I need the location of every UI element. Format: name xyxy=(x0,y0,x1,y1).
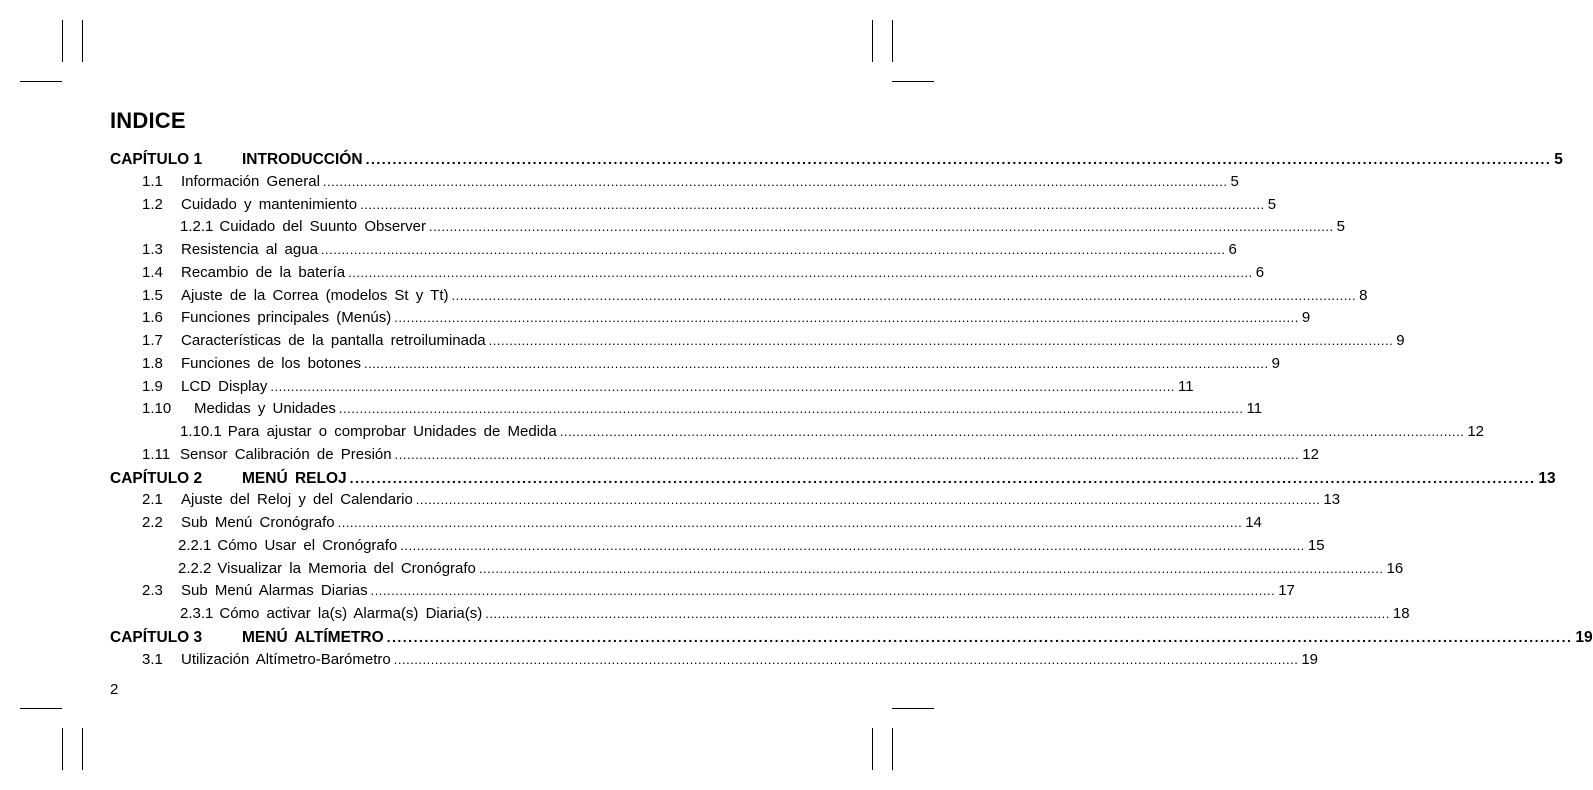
toc-dot-leader: ............................................................................................................................................................................................................................ xyxy=(320,242,1226,257)
page-title: INDICE xyxy=(110,108,186,133)
toc-entry-label: Sub Menú Alarmas Diarias xyxy=(181,582,368,600)
toc-entry[interactable] xyxy=(142,377,1194,397)
toc-entry-number: 1.8 xyxy=(142,354,163,372)
toc-dot-leader: ............................................................................................................................................................................................................................ xyxy=(393,651,1299,667)
toc-entry-label: Medidas y Unidades xyxy=(194,400,336,418)
toc-entry-label: Cómo activar la(s) Alarma(s) Diaria(s) xyxy=(219,605,483,622)
toc-dot-leader: ............................................................................................................................................................................................................................ xyxy=(451,287,1357,303)
toc-page-number: 14 xyxy=(1245,514,1262,531)
toc-entry[interactable] xyxy=(142,354,1280,374)
toc-entry-number: 2.2.2 xyxy=(178,559,212,577)
toc-entry[interactable] xyxy=(142,286,1368,306)
toc-dot-leader: ............................................................................................................................................................................................................................ xyxy=(360,196,1265,212)
crop-mark xyxy=(892,81,934,82)
toc-dot-leader: ............................................................................................................................................................................................................................ xyxy=(488,333,1394,348)
toc-entry-label: Características de la pantalla retroiluminada xyxy=(181,332,486,349)
toc-page-number: 13 xyxy=(1323,491,1341,509)
toc-entry-label: LCD Display xyxy=(181,377,268,395)
toc-entry[interactable] xyxy=(142,513,1262,533)
toc-entry-label: Funciones principales (Menús) xyxy=(181,309,392,327)
toc-dot-leader: ............................................................................................................................................................................................................................ xyxy=(349,469,1536,486)
toc-entry-number: 1.10.1 xyxy=(180,423,222,440)
toc-page-number: 17 xyxy=(1278,582,1295,600)
crop-mark xyxy=(82,728,83,770)
toc-dot-leader: ............................................................................................................................................................................................................................ xyxy=(348,264,1253,280)
toc-entry-label: Cuidado del Suunto Observer xyxy=(219,218,426,236)
toc-entry-number: CAPÍTULO 2 xyxy=(110,469,203,487)
toc-page-number: 11 xyxy=(1246,400,1263,418)
toc-page-number: 15 xyxy=(1307,536,1325,554)
toc-entry[interactable] xyxy=(180,422,1485,442)
toc-entry-label: Recambio de la batería xyxy=(181,263,346,281)
toc-entry[interactable] xyxy=(142,490,1341,510)
toc-entry-number: CAPÍTULO 1 xyxy=(110,151,203,168)
toc-dot-leader: ............................................................................................................................................................................................................................ xyxy=(394,310,1299,326)
toc-entry-number: 3.1 xyxy=(142,650,163,668)
toc-chapter-entry[interactable] xyxy=(110,627,1593,647)
toc-entry-number: 1.9 xyxy=(142,377,163,395)
toc-entry-label: MENÚ RELOJ xyxy=(242,469,347,487)
toc-entry-label: Información General xyxy=(181,172,320,190)
toc-page-number: 5 xyxy=(1336,218,1345,236)
toc-entry-label: Ajuste de la Correa (modelos St y Tt) xyxy=(181,286,449,304)
crop-mark xyxy=(892,20,893,62)
page-number: 2 xyxy=(110,681,119,698)
toc-entry-number: 1.2 xyxy=(142,195,163,213)
toc-dot-leader: ............................................................................................................................................................................................................................ xyxy=(429,219,1334,235)
toc-page-number: 19 xyxy=(1301,650,1319,668)
crop-mark xyxy=(892,708,934,709)
toc-dot-leader: ............................................................................................................................................................................................................................ xyxy=(559,424,1465,439)
toc-entry-label: Para ajustar o comprobar Unidades de Medida xyxy=(227,423,557,440)
toc-dot-leader: ............................................................................................................................................................................................................................ xyxy=(270,378,1175,394)
toc-entry-label: Ajuste del Reloj y del Calendario xyxy=(181,491,413,509)
toc-dot-leader: ............................................................................................................................................................................................................................ xyxy=(338,401,1244,417)
toc-dot-leader: ............................................................................................................................................................................................................................ xyxy=(485,606,1390,621)
toc-dot-leader: ............................................................................................................................................................................................................................ xyxy=(365,151,1552,167)
toc-entry-label: Cuidado y mantenimiento xyxy=(181,195,358,213)
toc-entry-label: Sub Menú Cronógrafo xyxy=(181,514,335,531)
toc-entry-number: 2.3.1 xyxy=(180,605,214,622)
toc-page-number: 5 xyxy=(1230,172,1239,190)
toc-entry[interactable] xyxy=(142,331,1405,351)
crop-mark xyxy=(892,728,893,770)
toc-page-number: 16 xyxy=(1386,559,1404,577)
toc-entry[interactable] xyxy=(142,581,1295,601)
toc-entry-number: 2.2 xyxy=(142,514,163,531)
toc-dot-leader: ............................................................................................................................................................................................................................ xyxy=(400,537,1305,553)
toc-page-number: 9 xyxy=(1271,354,1280,372)
toc-page-number: 11 xyxy=(1177,377,1194,395)
crop-mark xyxy=(20,708,62,709)
toc-page-number: 5 xyxy=(1267,195,1277,213)
crop-mark xyxy=(20,81,62,82)
crop-mark xyxy=(82,20,83,62)
toc-entry[interactable] xyxy=(142,195,1277,215)
toc-page-number: 8 xyxy=(1359,286,1368,304)
toc-dot-leader: ............................................................................................................................................................................................................................ xyxy=(370,583,1276,599)
toc-entry-label: INTRODUCCIÓN xyxy=(242,151,363,168)
toc-entry-label: Sensor Calibración de Presión xyxy=(180,445,392,463)
toc-entry[interactable] xyxy=(142,240,1237,260)
toc-page-number: 6 xyxy=(1228,241,1237,258)
toc-entry-number: 1.1 xyxy=(142,172,163,190)
toc-entry-number: 1.4 xyxy=(142,263,163,281)
toc-dot-leader: ............................................................................................................................................................................................................................ xyxy=(322,173,1228,189)
toc-entry-number: 1.11 xyxy=(142,445,171,463)
toc-page-number: 19 xyxy=(1575,628,1593,646)
toc-entry-number: 1.6 xyxy=(142,309,163,327)
toc-page-number: 5 xyxy=(1554,151,1563,168)
toc-page-number: 18 xyxy=(1392,605,1410,622)
toc-entry-label: Utilización Altímetro-Barómetro xyxy=(181,650,391,668)
toc-dot-leader: ............................................................................................................................................................................................................................ xyxy=(363,355,1269,371)
toc-page-number: 12 xyxy=(1302,445,1319,463)
toc-entry-number: 1.3 xyxy=(142,241,163,258)
toc-page-number: 9 xyxy=(1301,309,1311,327)
toc-entry-number: 1.7 xyxy=(142,332,163,349)
crop-mark xyxy=(872,20,873,62)
toc-entry[interactable] xyxy=(178,559,1404,579)
toc-page-number: 13 xyxy=(1538,469,1556,487)
toc-dot-leader: ............................................................................................................................................................................................................................ xyxy=(415,492,1321,508)
toc-entry-number: 1.5 xyxy=(142,286,163,304)
toc-entry-number: 2.1 xyxy=(142,491,163,509)
toc-entry[interactable] xyxy=(142,263,1265,283)
toc-chapter-entry[interactable] xyxy=(110,468,1556,488)
toc-entry[interactable] xyxy=(178,536,1325,556)
crop-mark xyxy=(62,20,63,62)
toc-dot-leader: ............................................................................................................................................................................................................................ xyxy=(337,515,1243,530)
toc-entry[interactable] xyxy=(142,445,1319,465)
toc-entry-number: 2.2.1 xyxy=(178,536,212,554)
toc-entry-label: MENÚ ALTÍMETRO xyxy=(242,628,384,646)
toc-chapter-entry[interactable] xyxy=(110,149,1563,169)
toc-entry[interactable] xyxy=(142,650,1319,670)
toc-dot-leader: ............................................................................................................................................................................................................................ xyxy=(394,446,1300,462)
toc-dot-leader: ............................................................................................................................................................................................................................ xyxy=(478,560,1384,576)
toc-entry-number: 1.2.1 xyxy=(180,218,214,236)
toc-entry[interactable] xyxy=(180,604,1410,624)
crop-mark xyxy=(872,728,873,770)
toc-page-number: 12 xyxy=(1467,423,1485,440)
toc-entry-number: 2.3 xyxy=(142,582,163,600)
toc-entry-label: Funciones de los botones xyxy=(181,354,361,372)
toc-page-number: 6 xyxy=(1255,263,1265,281)
toc-entry-number: 1.10 xyxy=(142,400,172,418)
toc-entry[interactable] xyxy=(142,172,1239,192)
toc-entry-number: CAPÍTULO 3 xyxy=(110,628,203,646)
crop-mark xyxy=(62,728,63,770)
toc-entry[interactable] xyxy=(142,399,1263,419)
toc-entry-label: Cómo Usar el Cronógrafo xyxy=(217,536,398,554)
toc-entry[interactable] xyxy=(180,217,1345,237)
toc-dot-leader: ............................................................................................................................................................................................................................ xyxy=(386,628,1573,645)
toc-entry-label: Visualizar la Memoria del Cronógrafo xyxy=(217,559,476,577)
toc-entry-label: Resistencia al agua xyxy=(181,241,318,258)
toc-entry[interactable] xyxy=(142,308,1311,328)
toc-page-number: 9 xyxy=(1396,332,1405,349)
